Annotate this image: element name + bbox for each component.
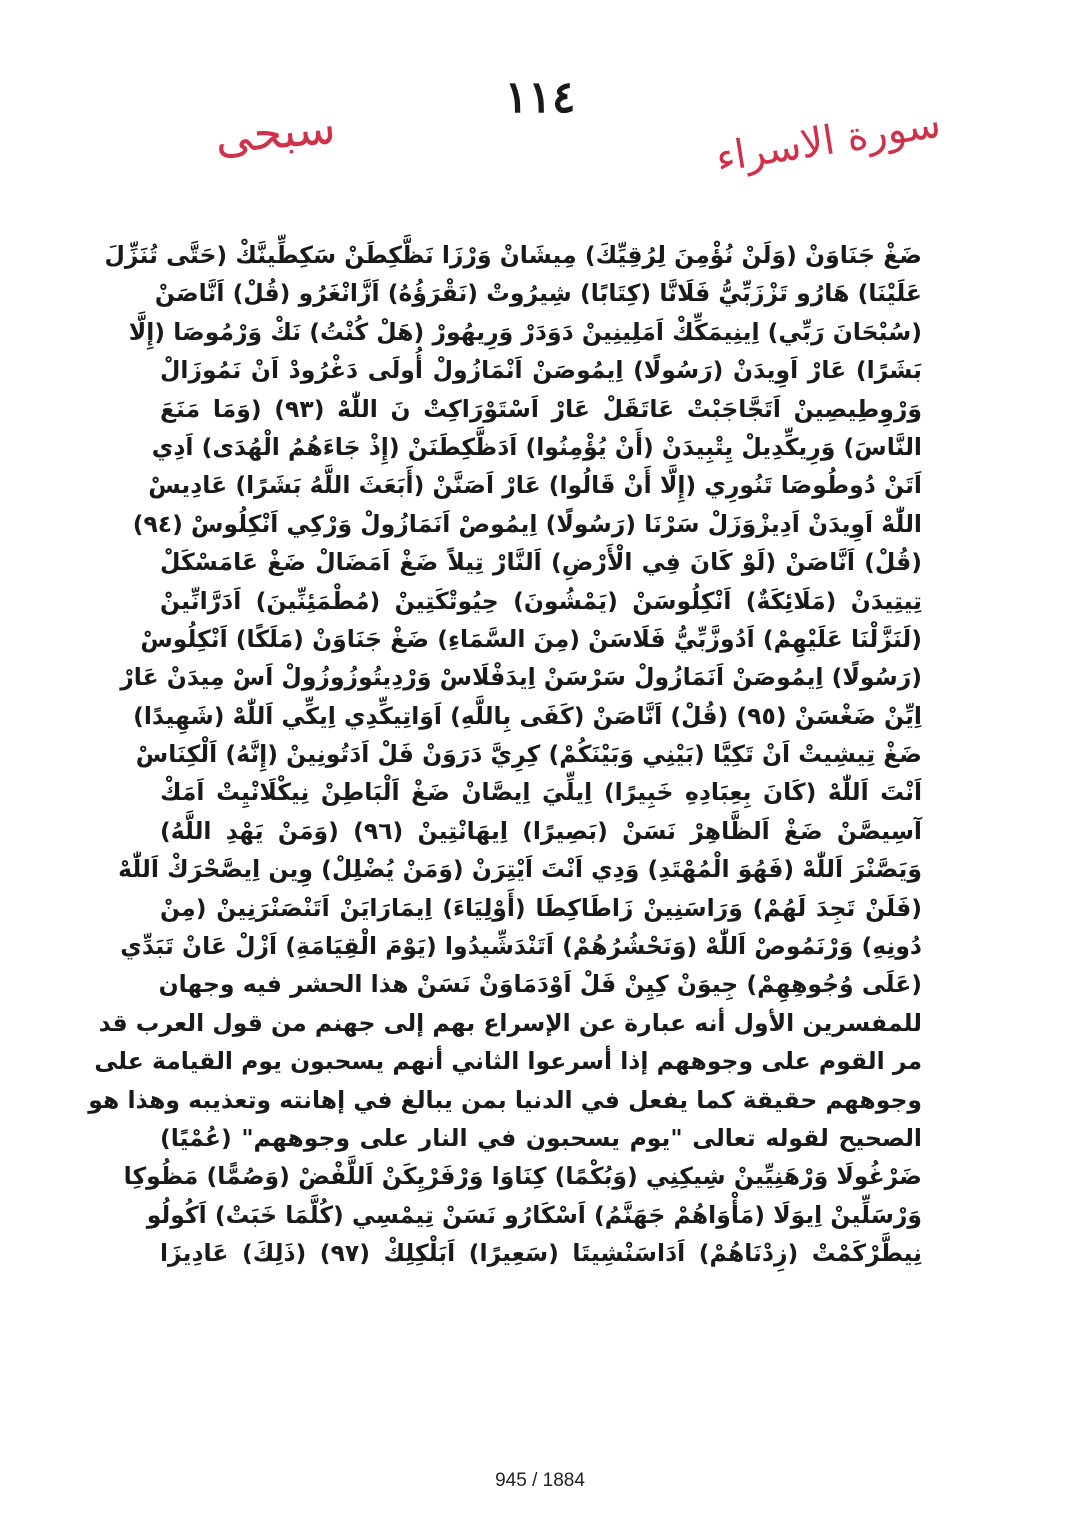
text-line: وجوههم حقيقة كما يفعل في الدنيا بمن يبالغ في إهانته وتعذيبه وهذا هو [88, 1085, 922, 1114]
text-line: (عَلَى وُجُوهِهِمْ) جِيوَنْ كِيِنْ فَلْ اَوْدَمَاوَنْ نَسَنْ هذا الحشر فيه وجهان [158, 970, 922, 999]
text-line: وَيَصَّنْرَ اَللّٰهْ (فَهُوَ الْمُهْتَدِ) وَدِي اَنْتَ اَيْتِرَنْ (وَمَنْ يُضْلِلْ) وِين اِيصَّحْرَكْ اَللّٰهْ [118, 855, 922, 884]
page-number: ١١٤ [504, 72, 576, 123]
handwritten-note-surah-title: سورة الاسراء [712, 100, 944, 182]
text-line: (قُلْ) اَنَّاصَنْ (لَوْ كَانَ فِي الْأَرْضِ) اَلنَّارْ تِيلاً ضَغْ اَمَضَالْ ضَغْ عَامَسْكَلْ [160, 548, 922, 577]
text-line: الصحيح لقوله تعالى "يوم يسحبون في النار على وجوههم" (عُمْيًا) [160, 1123, 922, 1152]
text-line: اِيِّنْ ضَغْسَنْ (٩٥) (قُلْ) اَنَّاصَنْ (كَفَى بِاللَّهِ) اَوَاتِيكِّدِي اِيكِّي اَللّٰهْ (شَهِيدًا) [133, 701, 922, 730]
body-text [88, 236, 922, 1273]
text-line: ضَرْغُولَا وَرْهَنِيِّينْ شِيكِنِي (وَبُكْمًا) كِنَاوَا وَرْفَرْيِكَنْ اَللَّفْضْ (وَصُمًّا) مَظُوكِا [123, 1162, 922, 1191]
text-line: دُونِهِ) وَرْنَمُوصْ اَللّٰهْ (وَنَحْشُرُهُمْ) اَتَنْدَشِّيدُوا (يَوْمَ الْقِيَامَةِ) اَزْلْ عَانْ تَبَدِّي [120, 932, 922, 961]
text-line: ضَغْ تِيشِيتْ اَنْ تَكِيَّا (بَيْنِي وَبَيْنَكُمْ) كِرِيَّ دَرَوَنْ فَلْ اَدَتُونِينْ (إِنَّهُ) اَلْكِنَاسْ [135, 740, 922, 769]
page-counter: 945 / 1884 [495, 1470, 585, 1491]
text-line: وَرْسَلِّينْ اِيوَلَا (مَأْوَاهُمْ جَهَنَّمُ) اَسْكَارُو نَسَنْ تِيمْسِي (كُلَّمَا خَبَتْ) اَكُولُو [146, 1200, 922, 1229]
text-line: مر القوم على وجوههم إذا أسرعوا الثاني أنهم يسحبون يوم القيامة على [94, 1047, 922, 1076]
text-line: (رَسُولًا) اِيمُوصَنْ اَنَمَازُولْ سَرْسَنْ اِيدَفْلَاسْ وَرْدِيتُوزُوزُولْ اَسْ مِيدَنْ عَارْ [120, 663, 922, 692]
text-line: (فَلَنْ تَجِدَ لَهُمْ) وَرَاسَنِينْ زَاطَاكِطَا (أَوْلِيَاءَ) اِيمَارَايَنْ اَتَنْصَنْرَنِينْ (مِنْ [160, 893, 922, 922]
text-line: (سُبْحَانَ رَبِّي) اِينِيمَكِّكْ اَمَلِينِينْ دَوَدَرْ وَرِيهُورْ (هَلْ كُنْتُ) نَكْ وَرْمُوصَا (إِلَّا [128, 317, 922, 346]
text-line: النَّاسَ) وَرِيكِّدِيلْ يِتْبِيدَنْ (أَنْ يُؤْمِنُوا) اَدَظَّكِطَنَنْ (إِذْ جَاءَهُمُ الْهُدَى) اَدِي [151, 432, 922, 461]
text-line: اَنْتَ اَللّٰهْ (كَانَ بِعِبَادِهِ خَبِيرًا) اِيلِّيَ اِيصَّانْ ضَغْ اَلْبَاطِنْ نِيكْلَانْيِتْ اَمَكْ [160, 778, 922, 807]
text-line: اللّٰهْ اَوِيدَنْ اَدِيزْوَزَلْ سَرْنَا (رَسُولًا) اِيمُوصْ اَنَمَازُولْ وَرْكِي اَنْكِلُوسْ (٩٤) [132, 509, 922, 538]
text-line: ضَغْ جَنَاوَنْ (وَلَنْ نُؤْمِنَ لِرُقِيِّكَ) مِيشَانْ وَرْزَا نَظَّكِطَنْ سَكِطِّينَّكْ (حَتَّى تُنَزِّلَ [104, 241, 922, 269]
handwritten-note-left: سبحى [212, 99, 338, 165]
text-line: عَلَيْنَا) هَارُو تَزْزَبِّيُّ فَلَانَّا (كِتَابًا) شِيرُوتْ (نَقْرَؤُهُ) اَزَّانْغَرُو (قُلْ) اَنَّاصَنْ [154, 279, 922, 308]
text-line: بَشَرًا) عَارْ اَوِيدَنْ (رَسُولًا) اِيمُوصَنْ اَنْمَازُولْ أُولَى دَغْرُودْ اَنْ نَمُوزَالْ [160, 356, 922, 385]
text-line: (لَنَزَّلْنَا عَلَيْهِمْ) اَدُوزَّبِّيُّ فَلَاسَنْ (مِنَ السَّمَاءِ) ضَغْ جَنَاوَنْ (مَلَكًا) اَنْكِلُوسْ [140, 624, 922, 653]
text-line: اَتَنْ دُوطُوصَا تَنُورِي (إِلَّا أَنْ قَالُوا) عَارْ اَصَنَّنْ (أَبَعَثَ اللَّهُ بَشَرًا) عَادِيسْ [148, 471, 922, 500]
text-line: تِيتِيدَنْ (مَلَائِكَةٌ) اَنْكِلُوسَنْ (يَمْشُونَ) حِيُوتْكَتِينْ (مُطْمَئِنِّينَ) اَدَرَّانِّينْ [160, 586, 922, 615]
text-line: نِيطَّرْكَمْتْ (زِدْنَاهُمْ) اَدَاسَنْشِيتَا (سَعِيرًا) اَبَلْكِلِكْ (٩٧) (ذَلِكَ) عَادِيزَا [160, 1239, 922, 1268]
text-line: للمفسرين الأول أنه عبارة عن الإسراع بهم إلى جهنم من قول العرب قد [98, 1008, 922, 1037]
text-line: وَرْوِطِيصِينْ اَتَجَّاجَبْتْ عَاتَقَلْ عَارْ اَسْتَوْرَاكِتْ نَ اللّٰهْ (٩٣) (وَمَا مَنَعَ [160, 394, 922, 423]
text-line: آسِيصَّنْ ضَغْ اَلظَّاهِرْ نَسَنْ (بَصِيرًا) اِيهَانْتِينْ (٩٦) (وَمَنْ يَهْدِ اللَّهُ) [160, 816, 922, 845]
